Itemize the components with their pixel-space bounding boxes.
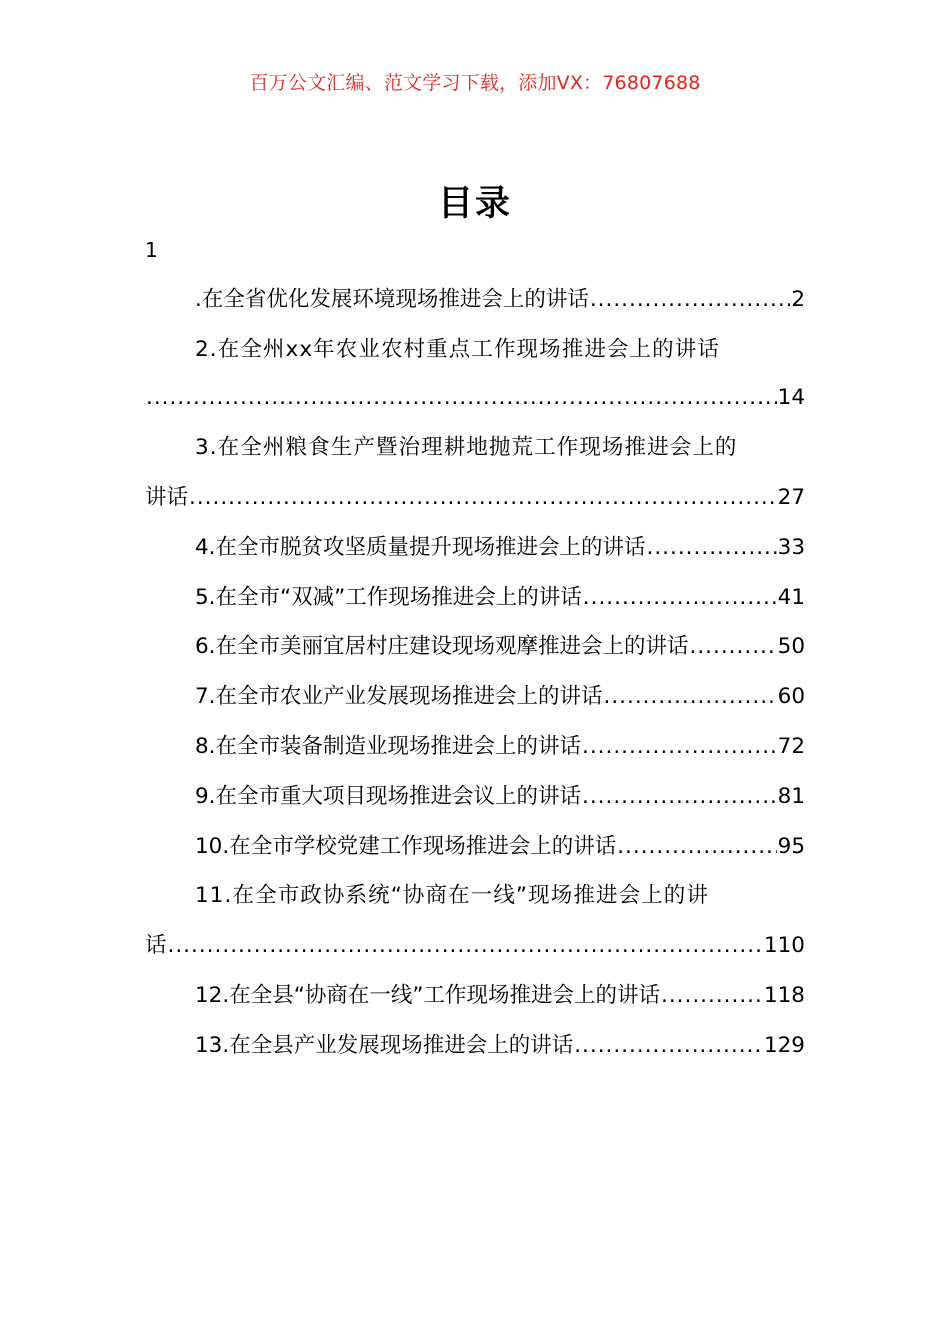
toc-entry[interactable] (195, 333, 805, 367)
leader-dots (661, 979, 763, 1013)
toc-entry-page: 118 (763, 983, 805, 1008)
toc-entry-page: 60 (777, 684, 805, 709)
toc-entry-title: 3.在全州粮食生产暨治理耕地抛荒工作现场推进会上的 (195, 435, 738, 460)
leader-dots (582, 730, 777, 764)
toc-entry-page: 33 (777, 535, 805, 560)
toc-entry[interactable] (195, 879, 805, 913)
toc-entry-page: 50 (777, 634, 805, 659)
toc-entry-page: 14 (777, 385, 805, 410)
toc-entry-page: 129 (763, 1033, 805, 1058)
toc-entry-title: 11.在全市政协系统“协商在一线”现场推进会上的讲 (195, 883, 709, 908)
leader-dots (604, 680, 777, 714)
toc-entry[interactable] (195, 531, 805, 565)
toc-entry-title: 7.在全市农业产业发展现场推进会上的讲话 (195, 684, 603, 709)
toc-entry[interactable] (195, 431, 805, 465)
leader-dots (647, 531, 777, 565)
toc-entry-page: 110 (763, 933, 805, 958)
toc-entry-page: 95 (777, 834, 805, 859)
leader-dots (690, 630, 777, 664)
toc-entry[interactable] (195, 830, 805, 864)
toc-entry[interactable] (195, 979, 805, 1013)
leader-dots (617, 830, 776, 864)
toc-entry-title: 4.在全市脱贫攻坚质量提升现场推进会上的讲话 (195, 535, 646, 560)
toc-entry[interactable] (195, 283, 805, 317)
toc-entry-title-continuation: 讲话 (145, 485, 189, 510)
leader-dots (168, 929, 763, 963)
header-note: 百万公文汇编、范文学习下载，添加VX：76807688 (249, 72, 701, 94)
toc-number: 1 (145, 238, 158, 262)
leader-dots (583, 581, 777, 615)
toc-entry-page: 2 (791, 287, 805, 312)
toc-entry[interactable] (195, 680, 805, 714)
leader-dots (146, 381, 777, 415)
toc-entry-title: 5.在全市“双减”工作现场推进会上的讲话 (195, 585, 582, 610)
toc-entry-continuation[interactable] (145, 381, 805, 415)
toc-entry[interactable] (195, 780, 805, 814)
toc-entry-continuation[interactable] (145, 481, 805, 515)
toc-entry-title: 9.在全市重大项目现场推进会议上的讲话 (195, 784, 582, 809)
toc-entry-page: 81 (777, 784, 805, 809)
toc-entry[interactable] (195, 630, 805, 664)
toc-entry-title: 6.在全市美丽宜居村庄建设现场观摩推进会上的讲话 (195, 634, 689, 659)
toc-entry-title: 8.在全市装备制造业现场推进会上的讲话 (195, 734, 582, 759)
toc-title: 目录 (437, 184, 512, 224)
toc-entry-title: 12.在全县“协商在一线”工作现场推进会上的讲话 (195, 983, 660, 1008)
toc-entry-title: 13.在全县产业发展现场推进会上的讲话 (195, 1033, 574, 1058)
toc-entry[interactable] (195, 730, 805, 764)
toc-entry[interactable] (195, 1029, 805, 1063)
leader-dots (574, 1029, 763, 1063)
leader-dots (590, 283, 790, 317)
toc-entry[interactable] (195, 581, 805, 615)
leader-dots (189, 481, 777, 515)
toc-entry-page: 27 (777, 485, 805, 510)
toc-entry-page: 72 (777, 734, 805, 759)
leader-dots (582, 780, 777, 814)
toc-entry-title: 10.在全市学校党建工作现场推进会上的讲话 (195, 834, 617, 859)
toc-entry-title: 2.在全州xx年农业农村重点工作现场推进会上的讲话 (195, 337, 720, 362)
toc-entry-title: .在全省优化发展环境现场推进会上的讲话 (195, 287, 589, 312)
toc-entry-continuation[interactable] (145, 929, 805, 963)
toc-entry-page: 41 (777, 585, 805, 610)
toc-entry-title-continuation: 话 (145, 933, 167, 958)
